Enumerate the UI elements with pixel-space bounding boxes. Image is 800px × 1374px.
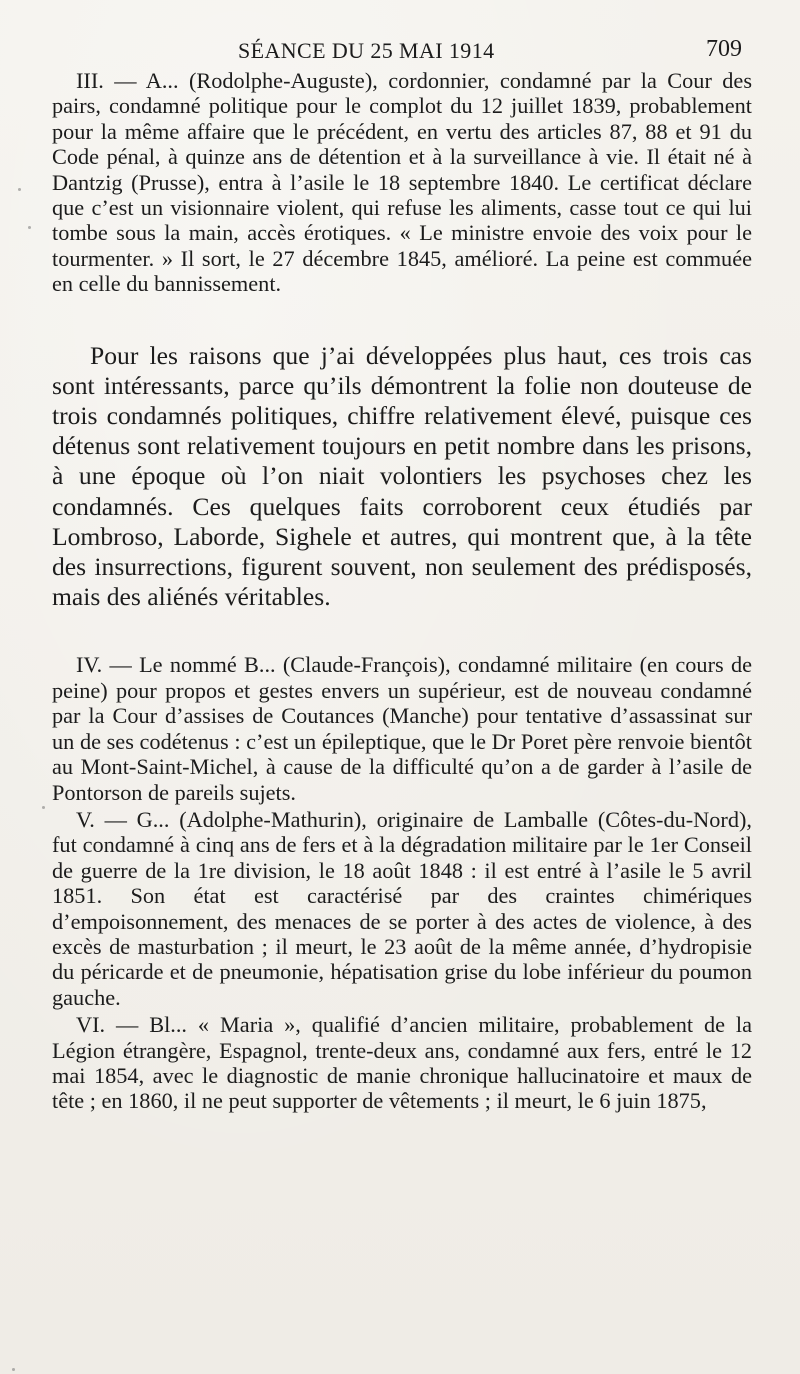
paragraph-case-v: V. — G... (Adolphe-Mathurin), originaire de Lamballe (Côtes-du-Nord), fut condamné à cinq ans de fers et à la dégradation militaire par le 1er Conseil de guerre de la 1re division, le 18 août 1848 : il est entré à l’asile le 5 avril 1851. Son état est caractérisé par des craintes chimériques d’empoisonnement, des menaces de se porter à des actes de violence, à des excès de masturbation ; il meurt, le 23 août de la même année, d’hydropisie du péricarde et de pneumonie, hépatisation grise du lobe inférieur du poumon gauche.: [52, 806, 752, 1010]
page-header: [220, 36, 742, 72]
paragraph-commentary: Pour les raisons que j’ai développées plus haut, ces trois cas sont intéressants, parce qu’ils démontrent la folie non douteuse de trois condamnés politiques, chiffre relativement élevé, puisque ces détenus sont relativement toujours en petit nombre dans les prisons, à une époque où l’on niait volontiers les psychoses chez les condamnés. Ces quelques faits corroborent ceux étudiés par Lombroso, Laborde, Sighele et autres, qui montrent que, à la tête des insurrections, figurent souvent, non seulement des prédisposés, mais des aliénés véritables.: [52, 340, 752, 612]
scan-speck: [28, 226, 31, 229]
scan-speck: [12, 1368, 15, 1371]
paragraph-case-vi: VI. — Bl... « Maria », qualifié d’ancien militaire, probablement de la Légion étrangère, Espagnol, trente-deux ans, condamné aux fers, entré le 12 mai 1854, avec le diagnostic de manie chronique hallucinatoire et maux de tête ; en 1860, il ne peut supporter de vêtements ; il meurt, le 6 juin 1875,: [52, 1012, 752, 1114]
scan-speck: [18, 188, 21, 191]
page-number: 709: [706, 36, 742, 62]
paragraph-case-iii: III. — A... (Rodolphe-Auguste), cordonnier, condamné par la Cour des pairs, condamné politique pour le complot du 12 juillet 1839, probablement pour la même affaire que le précédent, en vertu des articles 87, 88 et 91 du Code pénal, à quinze ans de détention et à la surveillance à vie. Il était né à Dantzig (Prusse), entra à l’asile le 18 septembre 1840. Le certificat déclare que c’est un visionnaire violent, qui refuse les aliments, casse tout ce qui lui tombe sous la main, accès érotiques. « Le ministre envoie des voix pour le tourmenter. » Il sort, le 27 décembre 1845, amélioré. La peine est commuée en celle du bannissement.: [52, 68, 752, 297]
scan-speck: [42, 806, 45, 809]
body-text: [52, 68, 752, 1114]
running-head: SÉANCE DU 25 MAI 1914: [238, 38, 495, 63]
paragraph-case-iv: IV. — Le nommé B... (Claude-François), condamné militaire (en cours de peine) pour propos et gestes envers un supérieur, est de nouveau condamné par la Cour d’assises de Coutances (Manche) pour tentative d’assassinat sur un de ses codétenus : c’est un épileptique, que le Dr Poret père renvoie bientôt au Mont-Saint-Michel, à cause de la difficulté qu’on a de garder à l’asile de Pontorson de pareils sujets.: [52, 652, 752, 805]
